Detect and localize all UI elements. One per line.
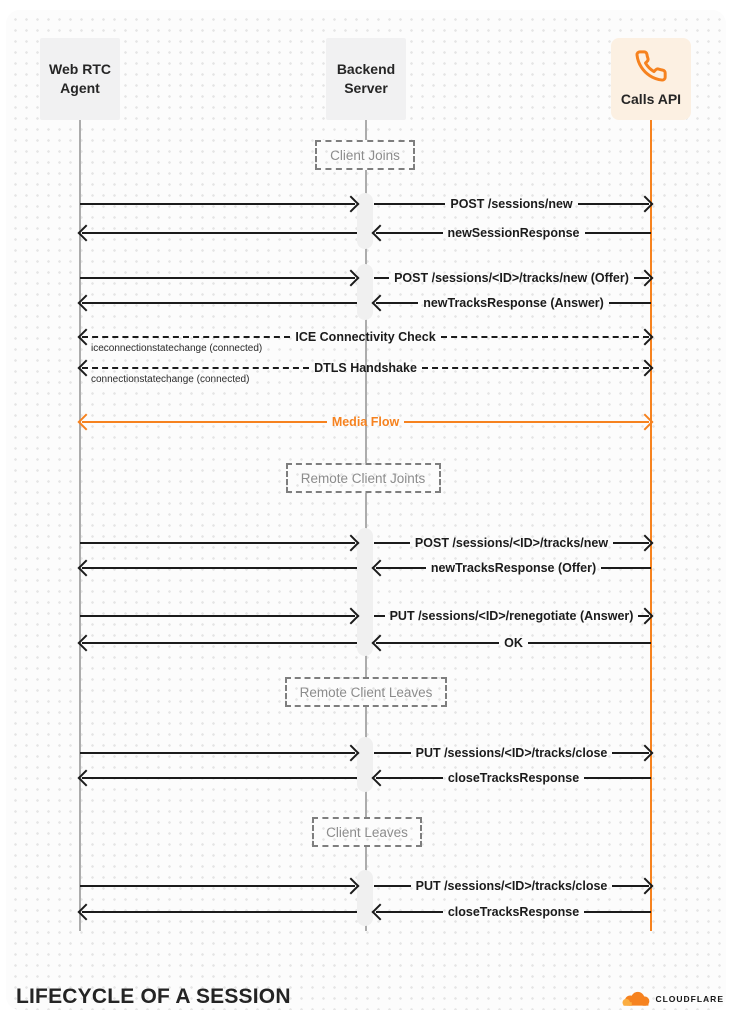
arrow-line <box>374 277 389 279</box>
actor-backend <box>326 38 406 120</box>
message-arrow <box>80 293 357 313</box>
arrowhead-right <box>637 414 654 431</box>
message-arrow <box>374 743 651 763</box>
arrowhead-right <box>343 270 360 287</box>
page-title: LIFECYCLE OF A SESSION <box>16 985 291 1008</box>
arrow-line <box>82 367 309 369</box>
arrowhead-left <box>78 770 95 787</box>
arrowhead-left <box>78 295 95 312</box>
arrowhead-left <box>78 560 95 577</box>
arrowhead-right <box>637 196 654 213</box>
message-arrow <box>80 194 357 214</box>
arrow-line <box>584 911 651 913</box>
message-label: newSessionResponse <box>447 226 580 240</box>
media-flow-arrow <box>80 412 651 432</box>
arrowhead-left <box>78 635 95 652</box>
actor-agent <box>40 38 120 120</box>
message-arrow <box>374 633 651 653</box>
phase-label-box <box>315 140 415 170</box>
arrow-line <box>82 777 357 779</box>
arrowhead-right <box>637 745 654 762</box>
message-arrow <box>374 558 651 578</box>
message-label: closeTracksResponse <box>447 905 580 919</box>
arrowhead-left <box>78 225 95 242</box>
arrowhead-right <box>343 608 360 625</box>
arrow-line <box>376 642 499 644</box>
arrow-line <box>374 615 385 617</box>
duplex-label: ICE Connectivity Check <box>295 330 436 344</box>
arrow-line <box>80 885 355 887</box>
arrowhead-right <box>343 535 360 552</box>
arrow-line <box>374 752 411 754</box>
duplex-label: Media Flow <box>331 415 400 429</box>
phase-label: Client Leaves <box>326 824 408 840</box>
actor-calls <box>611 38 691 120</box>
message-label: closeTracksResponse <box>447 771 580 785</box>
message-label: PUT /sessions/<ID>/tracks/close <box>415 879 608 893</box>
activation-bar <box>357 737 373 792</box>
arrowhead-left <box>78 904 95 921</box>
arrowhead-right <box>343 745 360 762</box>
phase-label: Client Joins <box>330 147 400 163</box>
phone-icon <box>634 49 668 83</box>
arrowhead-left <box>372 560 389 577</box>
arrowhead-right <box>637 608 654 625</box>
arrow-line <box>80 542 355 544</box>
cloudflare-cloud-icon <box>620 990 652 1008</box>
duplex-label: DTLS Handshake <box>314 361 417 375</box>
arrowhead-left <box>372 225 389 242</box>
arrow-line <box>601 567 651 569</box>
message-arrow <box>80 606 357 626</box>
arrowhead-left <box>372 770 389 787</box>
cloudflare-logo <box>620 990 724 1008</box>
arrow-line <box>82 421 327 423</box>
arrow-line <box>80 277 355 279</box>
message-arrow <box>374 606 651 626</box>
message-arrow <box>374 876 651 896</box>
arrow-line <box>585 232 652 234</box>
message-arrow <box>80 268 357 288</box>
arrow-line <box>82 567 357 569</box>
message-arrow <box>80 533 357 553</box>
cloudflare-wordmark: CLOUDFLARE <box>655 994 724 1004</box>
arrowhead-right <box>637 360 654 377</box>
event-sublabel: iceconnectionstatechange (connected) <box>91 343 263 354</box>
message-label: POST /sessions/<ID>/tracks/new <box>414 536 609 550</box>
arrow-line <box>422 367 649 369</box>
arrowhead-left <box>78 414 95 431</box>
phase-label: Remote Client Joints <box>300 470 426 486</box>
message-label: PUT /sessions/<ID>/renegotiate (Answer) <box>389 609 634 623</box>
activation-bar <box>357 193 373 249</box>
arrow-line <box>82 642 357 644</box>
message-arrow <box>374 194 651 214</box>
phase-label: Remote Client Leaves <box>299 684 433 700</box>
arrowhead-right <box>637 535 654 552</box>
arrow-line <box>82 911 357 913</box>
activation-bar <box>357 528 373 656</box>
message-arrow <box>374 533 651 553</box>
arrowhead-left <box>372 295 389 312</box>
arrow-line <box>609 302 651 304</box>
event-sublabel: connectionstatechange (connected) <box>91 374 250 385</box>
message-arrow <box>80 223 357 243</box>
arrowhead-right <box>637 270 654 287</box>
arrowhead-left <box>372 904 389 921</box>
phase-label-box <box>285 677 447 707</box>
arrowhead-right <box>637 878 654 895</box>
activation-bar <box>357 264 373 320</box>
phase-label-box <box>312 817 422 847</box>
message-arrow <box>80 768 357 788</box>
message-arrow <box>80 558 357 578</box>
message-arrow <box>374 768 651 788</box>
message-arrow <box>374 902 651 922</box>
arrow-line <box>584 777 651 779</box>
message-label: newTracksResponse (Answer) <box>423 296 604 310</box>
message-arrow <box>80 902 357 922</box>
arrow-line <box>82 302 357 304</box>
actor-label: Web RTC Agent <box>49 61 111 96</box>
message-arrow <box>374 293 651 313</box>
arrow-line <box>80 615 355 617</box>
arrow-line <box>82 232 357 234</box>
actor-label: Backend Server <box>336 61 396 96</box>
arrow-line <box>441 336 649 338</box>
message-label: newTracksResponse (Offer) <box>430 561 597 575</box>
message-arrow <box>374 268 651 288</box>
arrowhead-right <box>343 196 360 213</box>
message-label: PUT /sessions/<ID>/tracks/close <box>415 746 608 760</box>
message-label: POST /sessions/<ID>/tracks/new (Offer) <box>394 271 629 285</box>
arrow-line <box>374 542 410 544</box>
activation-bar <box>357 870 373 926</box>
arrowhead-left <box>372 635 389 652</box>
arrow-line <box>80 203 355 205</box>
arrowhead-right <box>637 329 654 346</box>
message-label: OK <box>504 636 523 650</box>
message-arrow <box>80 743 357 763</box>
phase-label-box <box>286 463 441 493</box>
arrow-line <box>80 752 355 754</box>
message-arrow <box>374 223 651 243</box>
arrow-line <box>404 421 649 423</box>
message-label: POST /sessions/new <box>450 197 573 211</box>
message-arrow <box>80 876 357 896</box>
arrow-line <box>82 336 290 338</box>
arrow-line <box>374 203 445 205</box>
message-arrow <box>80 633 357 653</box>
arrowhead-right <box>343 878 360 895</box>
arrow-line <box>374 885 411 887</box>
arrow-line <box>528 642 651 644</box>
actor-label: Calls API <box>620 91 682 108</box>
